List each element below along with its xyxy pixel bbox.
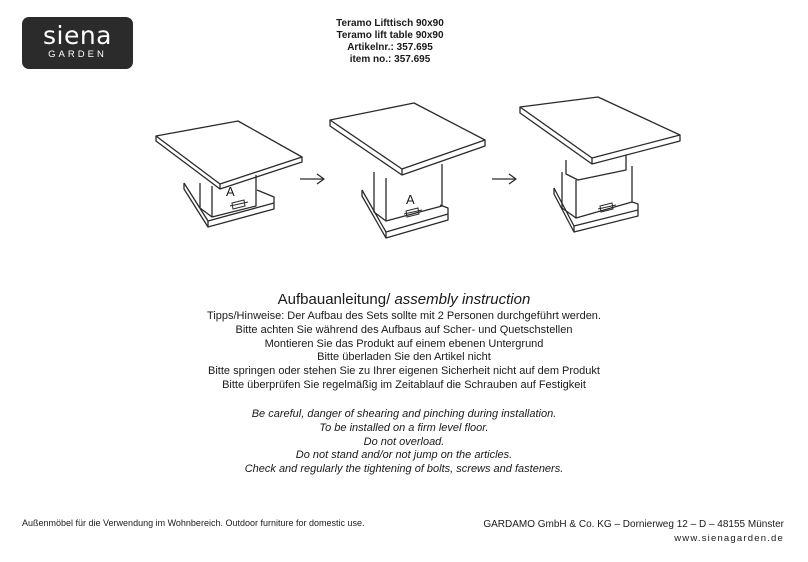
footer-contact	[483, 518, 784, 546]
heading-german: Aufbauanleitung/	[277, 291, 395, 308]
tip-en-line: To be installed on a firm level floor.	[319, 421, 489, 434]
footer-note: Außenmöbel für die Verwendung im Wohnbereich. Outdoor furniture for domestic use.	[22, 518, 365, 528]
tip-de-line: Bitte überprüfen Sie regelmäßig im Zeitablauf die Schrauben auf Festigkeit	[222, 378, 586, 391]
part-label-a-step1: A	[226, 184, 235, 199]
footer-address: GARDAMO GmbH & Co. KG – Dornierweg 12 – D – 48155 Münster	[483, 519, 784, 530]
item-number: item no.: 357.695	[349, 54, 431, 65]
logo-subtitle: GARDEN	[48, 49, 107, 60]
tip-de-line: Montieren Sie das Produkt auf einem ebenen Untergrund	[264, 337, 544, 350]
footer-website-link[interactable]: www.sienagarden.de	[674, 533, 784, 544]
heading-english: assembly instruction	[394, 291, 531, 308]
table-step-2-image	[330, 103, 485, 238]
brand-logo	[22, 17, 133, 69]
tip-de-line: Bitte achten Sie während des Aufbaus auf Scher- und Quetschstellen	[235, 323, 573, 336]
table-step-1-image	[156, 121, 302, 227]
assembly-illustrations	[150, 90, 690, 250]
tip-de-line: Tipps/Hinweise: Der Aufbau des Sets sollte mit 2 Personen durchgeführt werden.	[207, 310, 601, 322]
tip-en-line: Do not overload.	[363, 435, 445, 448]
product-title-de: Teramo Lifttisch 90x90	[336, 18, 444, 29]
tips-german	[0, 310, 808, 393]
tip-en-line: Do not stand and/or not jump on the articles.	[295, 449, 513, 462]
tip-en-line: Check and regularly the tightening of bolts, screws and fasteners.	[244, 463, 564, 476]
tip-en-line: Be careful, danger of shearing and pinching during installation.	[251, 408, 557, 420]
right-arrow-icon	[300, 174, 324, 184]
tips-english	[0, 408, 808, 477]
article-number: Artikelnr.: 357.695	[347, 42, 433, 53]
part-label-a-step2: A	[406, 192, 415, 207]
table-step-3-image	[520, 97, 680, 232]
page-heading	[0, 291, 808, 308]
logo-wordmark: siena	[42, 21, 113, 50]
product-title-en: Teramo lift table 90x90	[336, 30, 444, 41]
tip-de-line: Bitte springen oder stehen Sie zu Ihrer eigenen Sicherheit nicht auf dem Produkt	[208, 365, 600, 378]
right-arrow-icon	[492, 174, 516, 184]
product-header	[310, 18, 470, 66]
tip-de-line: Bitte überladen Sie den Artikel nicht	[317, 351, 491, 364]
